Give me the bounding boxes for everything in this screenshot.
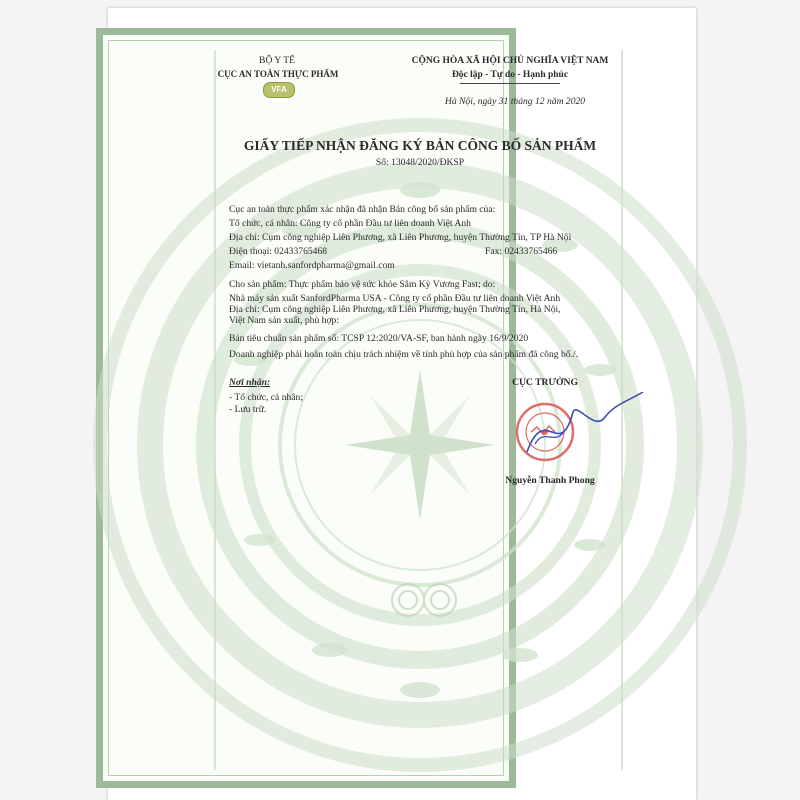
ministry-name: BỘ Y TẾ (259, 55, 295, 66)
body-responsibility: Doanh nghiệp phải hoàn toàn chịu trách nhiệm về tính phù hợp của sản phẩm đã công bố./. (229, 349, 579, 360)
recipients-heading: Nơi nhận: (229, 377, 271, 388)
country-name: CỘNG HÒA XÃ HỘI CHỦ NGHĨA VIỆT NAM (411, 56, 609, 66)
motto-underline (460, 83, 560, 84)
body-mfr-address-1: Địa chỉ: Cụm công nghiệp Liên Phương, xã Liên Phương, huyện Thường Tín, Hà Nội, (229, 304, 561, 315)
body-organization: Tổ chức, cá nhân: Công ty cổ phần Đầu tư liên doanh Việt Anh (229, 218, 471, 229)
agency-name: CỤC AN TOÀN THỰC PHẨM (217, 69, 339, 79)
body-mfr-address-2: Việt Nam sản xuất, phù hợp: (229, 315, 340, 326)
body-intro: Cục an toàn thực phẩm xác nhận đã nhận Bản công bố sản phẩm của: (229, 204, 496, 215)
registration-number: Số: 13048/2020/ĐKSP (375, 157, 465, 168)
recipient-item: - Tổ chức, cá nhân; (229, 392, 304, 403)
body-standard: Bản tiêu chuẩn sản phẩm số: TCSP 12:2020/VA-SF, ban hành ngày 16/9/2020 (229, 333, 529, 344)
body-email: Email: vietanh.sanfordpharma@gmail.com (229, 260, 395, 271)
body-phone: Điện thoại: 02433765468 (229, 246, 328, 257)
body-address: Địa chỉ: Cụm công nghiệp Liên Phương, xã Liên Phương, huyện Thường Tín, TP Hà Nội (229, 232, 572, 243)
recipient-item: - Lưu trữ. (229, 404, 267, 415)
agency-logo: VFA (263, 82, 295, 98)
signatory-title: CỤC TRƯỞNG (512, 377, 578, 388)
signatory-name: Nguyễn Thanh Phong (505, 475, 595, 486)
body-manufacturer: Nhà máy sản xuất SanfordPharma USA - Công ty cổ phần Đầu tư liên doanh Việt Anh (229, 293, 561, 304)
national-motto: Độc lập - Tự do - Hạnh phúc (451, 70, 569, 80)
place-date: Hà Nội, ngày 31 tháng 12 năm 2020 (444, 96, 586, 107)
body-product: Cho sản phẩm: Thực phẩm bảo vệ sức khỏe Sâm Kỳ Vương Fast; do: (229, 279, 496, 290)
official-stamp (505, 392, 645, 482)
handwritten-signature (527, 392, 643, 452)
document-title: GIẤY TIẾP NHẬN ĐĂNG KÝ BẢN CÔNG BỐ SẢN PHẨM (243, 138, 597, 153)
body-fax: Fax: 02433765466 (485, 246, 558, 257)
